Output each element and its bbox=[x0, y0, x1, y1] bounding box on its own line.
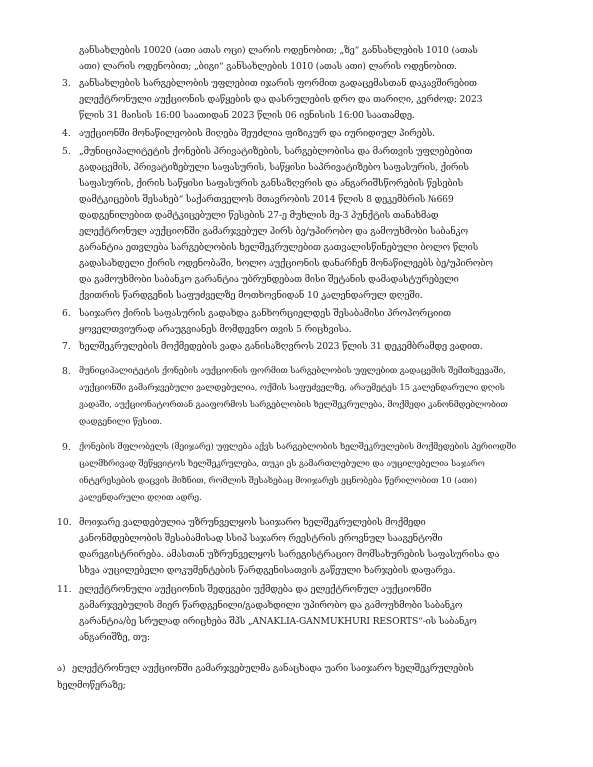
item-5-line-7: გარანტია ეთვლება სარგებლობის ხელშეკრულებით გათვალისწინებული ბოლო წლის bbox=[79, 242, 479, 253]
item-10-line-2: კანონმდებლობის შესაბამისად სსიპ საჯარო რეესტრის ეროვნულ სააგენტოში bbox=[79, 533, 443, 544]
item-8-line-4: დადგენილი წესით. bbox=[79, 417, 162, 427]
item-11-line-1: ელექტრონული აუქციონის შედეგები უქმდება და ელექტრონულ აუქციონში bbox=[79, 584, 432, 595]
item-10-line-3: დარეგისტრირება. ამასთან უზრუნველყოს სარეგისტრაციო მომსახურების საფასურისა და bbox=[79, 549, 500, 560]
item-number: 3. bbox=[62, 78, 71, 89]
item-5-line-6: ელექტრონულ აუქციონში გამარჯვებულ პირს ბე/უპირობო და გამოუხმობი საბანკო bbox=[79, 226, 468, 237]
item-5-line-9: და გამოუხმობი საბანკო გარანტია უბრუნდებათ მისი შეტანის დამადასტურებელი bbox=[79, 274, 459, 285]
subitem-label: ა) bbox=[57, 663, 66, 674]
intro-line-1: განსახლების 10020 (ათი ათას ოცი) ლარის ოდენობით; „ზე“ განსახლების 1010 (ათას bbox=[79, 45, 478, 56]
item-11-line-4: ანგარიშზე, თუ: bbox=[79, 632, 150, 643]
item-6-line-2: ყოველთვიურად არაუგვიანეს მომდევნო თვის 5 რიცხვისა. bbox=[79, 324, 352, 335]
item-5-line-5: დადგენილებით დამტკიცებული წესების 27-ე მუხლის მე-3 პუნქტის თანახმად bbox=[79, 210, 439, 221]
item-3-line-2: ელექტრონული აუქციონის დაწყების და დასრულების დრო და თარიღი, კერძოდ: 2023 bbox=[79, 94, 483, 105]
item-8-line-1: მუნიციპალიტეტის ქონების აუქციონის ფორმით სარგებლობის უფლებით გადაცემის შემთხვევაში, bbox=[79, 366, 506, 376]
item-number: 9. bbox=[62, 442, 71, 453]
item-11-line-3: გარანტია/ბე სრულად ირიცხება შპს „ANAKLIA-GANMUKHURI RESORTS“-ის საბანკო bbox=[79, 616, 477, 627]
item-5-line-8: გადასახდელი ქირის ოდენობაში, ხოლო აუქციონის დანარჩენ მონაწილეებს ბე/უპირობო bbox=[79, 258, 493, 269]
intro-line-2: ათი) ლარის ოდენობით; „ბიგი“ განსახლების 1010 (ათას ათი) ლარის ოდენობით. bbox=[79, 61, 457, 72]
item-8-line-3: ვადაში, აუქციონატორთან გააფორმოს სარგებლობის ხელშეკრულება, მოქმედი კანონმდებლობით bbox=[79, 400, 508, 410]
item-number: 6. bbox=[62, 308, 71, 319]
item-number: 5. bbox=[62, 146, 71, 157]
item-number: 4. bbox=[62, 128, 71, 139]
item-5-line-4: დამტკიცების შესახებ“ საქართველოს მთავრობის 2014 წლის 8 დეკემბრის №669 bbox=[79, 194, 454, 205]
item-number: 8. bbox=[62, 366, 71, 377]
item-4-line-1: აუქციონში მონაწილეობის მიღება შეუძლია ფიზიკურ და იურიდიულ პირებს. bbox=[79, 128, 435, 139]
item-5-line-10: ქვითრის წარდგენის საფუძველზე მოთხოვნიდან 10 კალენდარულ დღეში. bbox=[79, 290, 423, 301]
item-5-line-3: საფასურის, ქირის საწყისი საფასურის განსაზღვრის და ანგარიშსწორების წესების bbox=[79, 178, 463, 189]
item-number: 10. bbox=[57, 517, 72, 528]
subitem-line-2: ხელმოწერაზე; bbox=[57, 680, 126, 691]
item-10-line-4: სხვა აუცილებელი დოკუმენტების წარდგენისათვის გაწეული ხარჯების დაფარვა. bbox=[79, 565, 456, 576]
item-3-line-3: წლის 31 მაისის 16:00 საათიდან 2023 წლის 06 ივნისის 16:00 საათამდე. bbox=[79, 110, 415, 121]
item-9-line-3: ინტერესების დაცვის მიზნით, რომლის შესახებაც მოიჯარეს ეცნობება წერილობით 10 (ათი) bbox=[79, 476, 477, 486]
item-5-line-2: გადაცემის, პრივატიზებული საფასურის, საწყისი საპრივატიზებო საფასურის, ქირის bbox=[79, 162, 469, 173]
subitem-line-1: ელექტრონულ აუქციონში გამარჯვებულმა განაცხადა უარი საიჯარო ხელშეკრულების bbox=[72, 663, 474, 674]
item-number: 7. bbox=[62, 341, 71, 352]
item-6-line-1: საიჯარო ქირის საფასურის გადახდა განხორციელდეს შესაბამისი პროპორციით bbox=[79, 308, 451, 319]
item-9-line-2: ცალმხრივად შეწყვიტოს ხელშეკრულება, თუკი ეს გამართლებული და აუცილებელია საჯარო bbox=[79, 459, 485, 469]
item-10-line-1: მოიჯარე ვალდებულია უზრუნველყოს საიჯარო ხელშეკრულების მოქმედი bbox=[79, 517, 426, 528]
item-9-line-1: ქონების მფლობელს (მეიჯარე) უფლება აქვს სარგებლობის ხელშეკრულების მოქმედების პერიოდში bbox=[79, 442, 517, 452]
item-number: 11. bbox=[57, 584, 72, 595]
item-8-line-2: აუქციონში გამარჯვებული ვალდებულია, ოქმის საფუძველზე, არაუმეტეს 15 კალენდარული დღის bbox=[79, 383, 505, 393]
item-11-line-2: გამარჯვებულის მიერ წარდგენილი/გადახდილი უპირობო და გამოუხმობი საბანკო bbox=[79, 600, 463, 611]
item-7-line-1: ხელშეკრულების მოქმედების ვადა განისაზღვროს 2023 წლის 31 დეკემბრამდე ვადით. bbox=[79, 341, 483, 352]
item-5-line-1: „მუნიციპალიტეტის ქონების პრივატიზების, სარგებლობისა და მართვის უფლებებით bbox=[79, 146, 473, 157]
item-9-line-4: კალენდარული დღით ადრე. bbox=[79, 493, 202, 503]
item-3-line-1: განსახლების სარგებლობის უფლებით იჯარის ფორმით გადაცემასთან დაკავშირებით bbox=[79, 78, 477, 89]
